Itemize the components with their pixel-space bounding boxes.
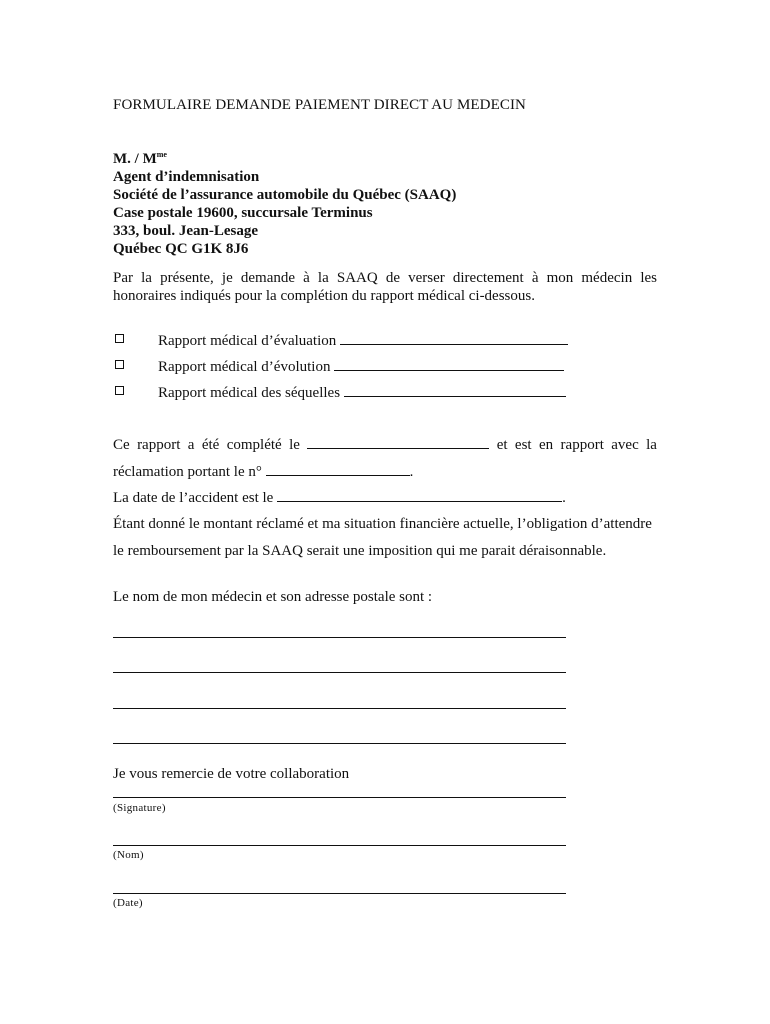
address-line-city: Québec QC G1K 8J6 [113, 241, 249, 257]
word: rapport [560, 437, 604, 453]
word: complété [226, 437, 282, 453]
claim-number-label: réclamation portant le n° [113, 464, 262, 480]
word: été [201, 437, 220, 453]
checkbox-label-text: Rapport médical des séquelles [158, 385, 341, 401]
doctor-address-line-3[interactable] [113, 708, 566, 709]
address-line-org: Société de l’assurance automobile du Québec (SAAQ) [113, 187, 457, 203]
salutation-superscript: me [156, 150, 167, 159]
doctor-prompt: Le nom de mon médecin et son adresse postale sont : [113, 589, 433, 605]
checkbox-row-sequelles [113, 383, 573, 401]
report-completion-line [113, 435, 657, 454]
checkbox-label-evolution [158, 357, 564, 376]
evaluation-blank-field[interactable] [340, 331, 568, 345]
checkbox-row-evolution [113, 357, 573, 375]
checkbox-row-evaluation [113, 331, 573, 349]
checkbox-label-sequelles [158, 383, 566, 402]
word: avec [611, 437, 639, 453]
word: a [187, 437, 195, 453]
checkbox-label-text: Rapport médical d’évaluation [158, 333, 337, 349]
period: . [562, 490, 566, 506]
claim-number-field[interactable] [266, 462, 410, 476]
evolution-blank-field[interactable] [334, 357, 564, 371]
checkbox-sequelles[interactable] [115, 386, 124, 395]
word: la [646, 437, 657, 453]
salutation [113, 146, 456, 168]
sequelles-blank-field[interactable] [344, 383, 566, 397]
intro-paragraph: Par la présente, je demande à la SAAQ de verser directement à mon médecin les honoraires indiqués pour la complétion du rapport médical ci-dessous. [113, 270, 657, 304]
salutation-prefix: M. / M [113, 151, 157, 167]
date-line[interactable] [113, 893, 566, 894]
address-line-street: 333, boul. Jean-Lesage [113, 223, 259, 239]
period: . [409, 464, 414, 480]
accident-date-line [113, 488, 566, 507]
claim-number-line [113, 462, 413, 481]
word: est [514, 437, 532, 453]
accident-date-field[interactable] [277, 488, 562, 502]
doctor-address-line-1[interactable] [113, 637, 566, 638]
accident-date-label: La date de l’accident est le [113, 490, 274, 506]
checkbox-evaluation[interactable] [115, 334, 124, 343]
signature-line[interactable] [113, 797, 566, 798]
word: le [289, 437, 300, 453]
checkbox-evolution[interactable] [115, 360, 124, 369]
form-title: FORMULAIRE DEMANDE PAIEMENT DIRECT AU MEDECIN [113, 97, 526, 113]
word: Ce [113, 437, 130, 453]
signature-label: (Signature) [113, 802, 166, 814]
doctor-address-line-2[interactable] [113, 672, 566, 673]
thanks-text: Je vous remercie de votre collaboration [113, 766, 350, 782]
address-line-agent: Agent d’indemnisation [113, 169, 260, 185]
doctor-address-line-4[interactable] [113, 743, 566, 744]
name-label: (Nom) [113, 849, 144, 861]
checkbox-label-text: Rapport médical d’évolution [158, 359, 331, 375]
address-line-po-box: Case postale 19600, succursale Terminus [113, 205, 373, 221]
name-line[interactable] [113, 845, 566, 846]
financial-statement-line-2: le remboursement par la SAAQ serait une imposition qui me parait déraisonnable. [113, 543, 607, 559]
financial-statement-line-1: Étant donné le montant réclamé et ma situation financière actuelle, l’obligation d’attendre [113, 516, 652, 532]
completion-date-field[interactable] [307, 435, 489, 449]
recipient-address [113, 146, 456, 258]
word: et [496, 437, 508, 453]
word: en [538, 437, 554, 453]
checkbox-label-evaluation [158, 331, 568, 350]
word: rapport [137, 437, 181, 453]
date-label: (Date) [113, 897, 143, 909]
